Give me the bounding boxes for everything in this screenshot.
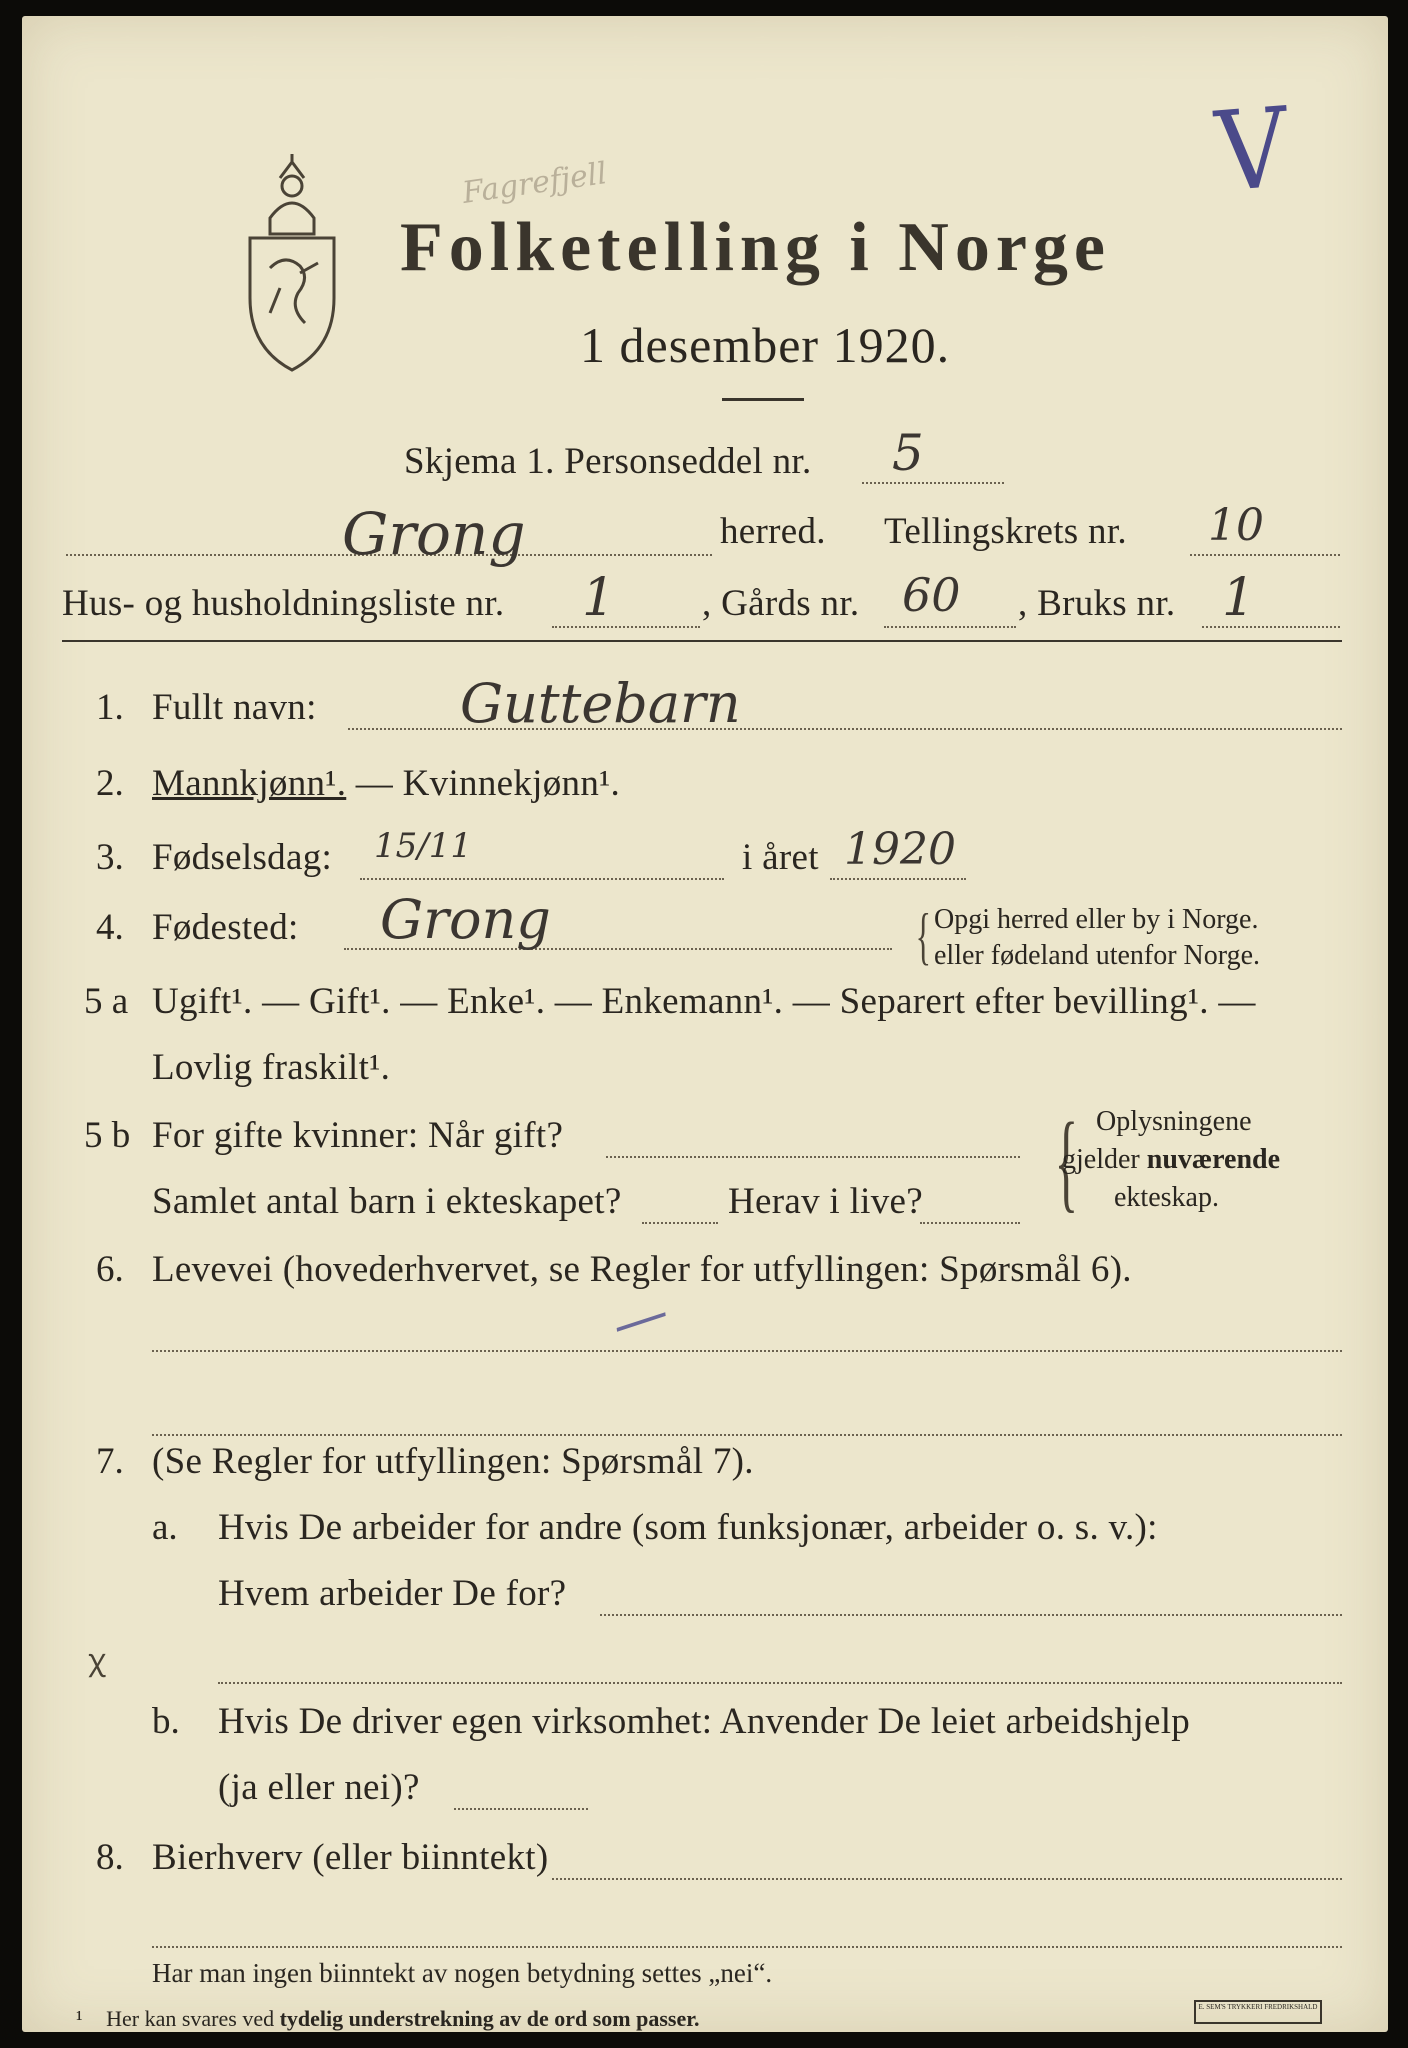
q1-label: Fullt navn: xyxy=(152,687,317,728)
gards-value: 60 xyxy=(902,568,961,622)
q4-birthplace-value: Grong xyxy=(380,888,551,951)
q5b-note-gjelder: gjelder xyxy=(1062,1144,1140,1175)
q2-male-option: Mannkjønn¹. xyxy=(152,763,347,804)
q4-note-line-2: eller fødeland utenfor Norge. xyxy=(934,940,1261,971)
q7-label: (Se Regler for utfyllingen: Spørsmål 7). xyxy=(152,1441,754,1482)
q4-brace: { xyxy=(915,900,932,971)
footer-note: Har man ingen biinntekt av nogen betydning settes „nei“. xyxy=(152,1958,773,1988)
hus-line xyxy=(552,626,700,628)
q2-options xyxy=(152,762,620,805)
q3-year-label: i året xyxy=(742,837,819,878)
q6-occupation-value: — xyxy=(603,1278,677,1359)
q5b-alive-line xyxy=(920,1222,1020,1224)
footnote-text-b: tydelig understrekning av de xyxy=(279,2006,549,2031)
q5b-children-line xyxy=(642,1222,718,1224)
printer-stamp: E. SEM'S TRYKKERI FREDRIKSHALD xyxy=(1194,2000,1322,2024)
q3-year-value: 1920 xyxy=(844,824,956,875)
q5b-line-1: For gifte kvinner: Når gift? xyxy=(152,1115,564,1156)
q5b-note-nuvaerende: nuværende xyxy=(1146,1144,1281,1175)
q6-line-1 xyxy=(152,1350,1342,1352)
q5a-number: 5 a xyxy=(84,981,129,1022)
hus-value: 1 xyxy=(582,568,616,628)
coat-of-arms-icon xyxy=(230,148,354,378)
tellingskrets-line xyxy=(1190,554,1340,556)
q6-number: 6. xyxy=(96,1249,124,1290)
footnote-mark: ¹ xyxy=(76,2006,83,2031)
q4-note-line-1: Opgi herred eller by i Norge. xyxy=(934,904,1259,935)
q4-label: Fødested: xyxy=(152,907,299,948)
q3-birthdate-value: 15/11 xyxy=(374,826,472,866)
q8-number: 8. xyxy=(96,1837,124,1878)
q5b-when-line xyxy=(606,1156,1020,1158)
q8-line-1 xyxy=(552,1878,1342,1880)
footnote-text-a: Her kan svares ved xyxy=(106,2006,275,2031)
hus-label: Hus- og husholdningsliste nr. xyxy=(62,583,505,624)
q7-number: 7. xyxy=(96,1441,124,1482)
q5b-note-line-2 xyxy=(1062,1144,1280,1176)
q3-number: 3. xyxy=(96,837,124,878)
gards-label: , Gårds nr. xyxy=(702,583,860,624)
q7a-line-2 xyxy=(218,1682,1342,1684)
q5b-children-label: Samlet antal barn i ekteskapet? xyxy=(152,1181,622,1222)
q5b-note-line-3: ekteskap. xyxy=(1114,1182,1219,1213)
margin-scribble-mark: ꭓ xyxy=(88,1644,105,1677)
q3-line xyxy=(360,878,724,880)
footnote-text-c: ord som passer. xyxy=(554,2006,700,2031)
census-form-sheet xyxy=(22,16,1388,2032)
footnote xyxy=(76,2006,700,2032)
bruks-label: , Bruks nr. xyxy=(1018,583,1176,624)
q7b-line xyxy=(454,1808,588,1810)
gards-line xyxy=(884,626,1016,628)
q5a-options-line-1: Ugift¹. — Gift¹. — Enke¹. — Enkemann¹. — Separert efter bevilling¹. — xyxy=(152,981,1256,1022)
q7a-text: Hvis De arbeider for andre (som funksjonær, arbeider o. s. v.): xyxy=(218,1507,1158,1548)
q5a-options-line-2: Lovlig fraskilt¹. xyxy=(152,1047,391,1088)
q7a-line-1 xyxy=(600,1614,1342,1616)
q7b-question: (ja eller nei)? xyxy=(218,1767,420,1808)
herred-value: Grong xyxy=(342,500,526,568)
q5b-alive-label: Herav i live? xyxy=(728,1181,923,1222)
q2-female-option: Kvinnekjønn¹. xyxy=(402,763,621,804)
tellingskrets-value: 10 xyxy=(1208,500,1264,551)
header-rule xyxy=(62,640,1342,642)
q2-separator: — xyxy=(346,763,403,804)
q7a-letter: a. xyxy=(152,1507,178,1548)
q7b-text: Hvis De driver egen virksomhet: Anvender De leiet arbeidshjelp xyxy=(218,1701,1191,1742)
q7b-letter: b. xyxy=(152,1701,180,1742)
q6-label: Levevei (hovederhvervet, se Regler for utfyllingen: Spørsmål 6). xyxy=(152,1249,1132,1290)
bruks-value: 1 xyxy=(1222,568,1256,628)
title-divider xyxy=(722,398,804,401)
corner-check-mark: V xyxy=(1212,83,1292,217)
q7a-question: Hvem arbeider De for? xyxy=(218,1573,567,1614)
q5b-number: 5 b xyxy=(84,1115,131,1156)
q8-label: Bierhverv (eller biinntekt) xyxy=(152,1837,549,1878)
q6-line-2 xyxy=(152,1434,1342,1436)
tellingskrets-label: Tellingskrets nr. xyxy=(884,511,1127,552)
q5b-brace: { xyxy=(1054,1100,1079,1222)
q1-number: 1. xyxy=(96,687,124,728)
herred-label: herred. xyxy=(720,511,826,552)
q8-line-2 xyxy=(152,1946,1342,1948)
q4-number: 4. xyxy=(96,907,124,948)
schema-value-line xyxy=(862,482,1004,484)
q5b-note-line-1: Oplysningene xyxy=(1096,1106,1252,1137)
personseddel-number: 5 xyxy=(892,424,924,482)
faint-scribble: Fagrefjell xyxy=(460,156,610,211)
form-title: Folketelling i Norge xyxy=(400,209,1112,286)
q2-number: 2. xyxy=(96,763,124,804)
census-date: 1 desember 1920. xyxy=(580,317,951,373)
q3-label: Fødselsdag: xyxy=(152,837,333,878)
schema-label: Skjema 1. Personseddel nr. xyxy=(404,441,812,482)
q1-full-name-value: Guttebarn xyxy=(460,672,741,735)
q3-year-line xyxy=(830,878,966,880)
